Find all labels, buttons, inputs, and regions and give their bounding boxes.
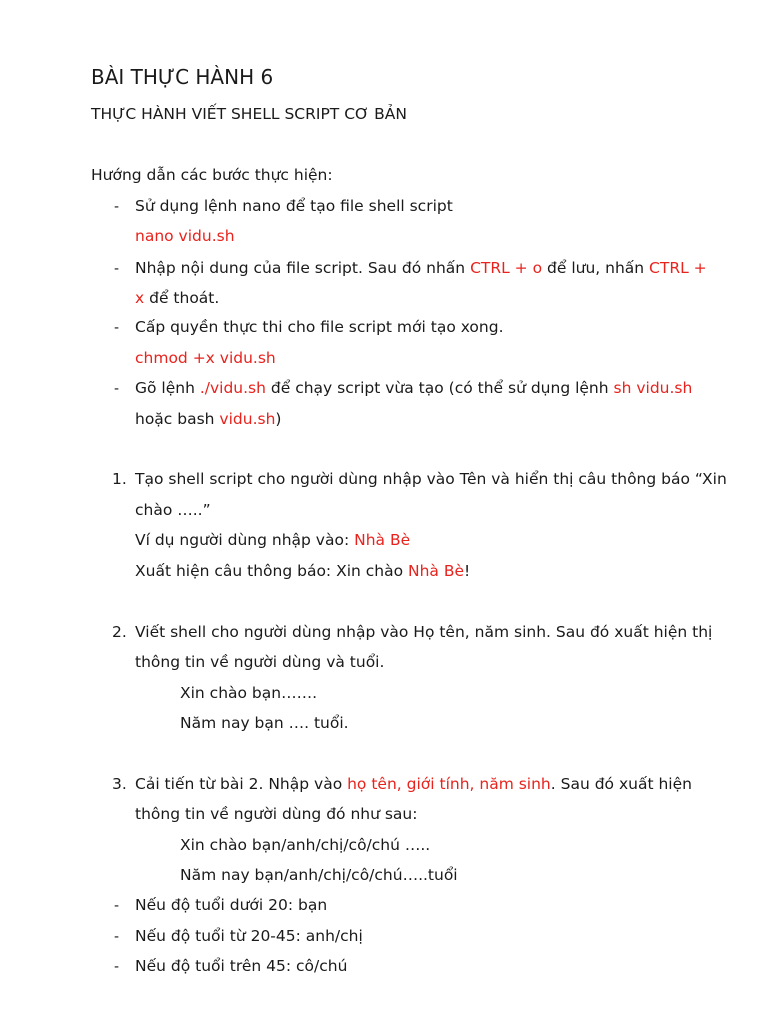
step4-cmd-bash: vidu.sh (219, 410, 276, 428)
exercise3-line2: thông tin về người dùng đó như sau: (135, 805, 418, 823)
exercise1-output (135, 561, 470, 581)
exercise2-line1: Viết shell cho người dùng nhập vào Họ tên, năm sinh. Sau đó xuất hiện thị (135, 623, 713, 641)
step4-text-c: để chạy script vừa tạo (có thể sử dụng lệnh (265, 379, 614, 397)
step2-text-a: Nhập nội dung của file script. Sau đó nhấn (135, 259, 471, 277)
bullet-dash: - (114, 261, 120, 277)
exercise1-output-end: ! (464, 562, 471, 580)
exercise3-output2: Năm nay bạn/anh/chị/cô/chú…..tuổi (180, 866, 458, 884)
step2-key-save: CTRL + o (470, 259, 543, 277)
exercise1-example (135, 530, 410, 550)
step4-line2 (135, 409, 281, 429)
step4-text-g: ) (275, 410, 282, 428)
exercise3-rule2: Nếu độ tuổi từ 20-45: anh/chị (135, 927, 363, 945)
step2-text-f: để thoát. (144, 289, 220, 307)
exercise1-number: 1. (112, 470, 127, 488)
bullet-dash: - (114, 898, 120, 914)
bullet-dash: - (114, 959, 120, 975)
page-subtitle: THỰC HÀNH VIẾT SHELL SCRIPT CƠ BẢN (91, 105, 407, 123)
exercise3-text-a: Cải tiến từ bài 2. Nhập vào (135, 775, 348, 793)
step2-text-c: để lưu, nhấn (542, 259, 650, 277)
step2-key-exit: CTRL + (649, 259, 707, 277)
step3-text: Cấp quyền thực thi cho file script mới tạo xong. (135, 318, 504, 336)
exercise1-line2: chào …..” (135, 501, 211, 519)
exercise3-output1: Xin chào bạn/anh/chị/cô/chú ….. (180, 836, 431, 854)
step2-line2 (135, 288, 219, 308)
exercise3-number: 3. (112, 775, 127, 793)
bullet-dash: - (114, 381, 120, 397)
step3-command: chmod +x vidu.sh (135, 349, 276, 367)
step4-cmd-sh: sh vidu.sh (613, 379, 693, 397)
step2-key-exit-x: x (135, 289, 145, 307)
step4-text-e: hoặc bash (135, 410, 220, 428)
step4-line1 (135, 378, 692, 398)
bullet-dash: - (114, 929, 120, 945)
exercise2-output2: Năm nay bạn …. tuổi. (180, 714, 349, 732)
exercise1-output-value: Nhà Bè (408, 562, 465, 580)
bullet-dash: - (114, 320, 120, 336)
step4-cmd-run: ./vidu.sh (199, 379, 266, 397)
exercise1-line1: Tạo shell script cho người dùng nhập vào Tên và hiển thị câu thông báo “Xin (135, 470, 727, 488)
exercise3-line1 (135, 774, 692, 794)
step4-text-a: Gõ lệnh (135, 379, 200, 397)
exercise2-output1: Xin chào bạn……. (180, 684, 318, 702)
exercise1-example-value: Nhà Bè (354, 531, 411, 549)
exercise2-line2: thông tin về người dùng và tuổi. (135, 653, 385, 671)
exercise1-output-label: Xuất hiện câu thông báo: Xin chào (135, 562, 409, 580)
step2-line1 (135, 258, 707, 278)
bullet-dash: - (114, 199, 120, 215)
exercise1-example-label: Ví dụ người dùng nhập vào: (135, 531, 355, 549)
exercise3-text-c: . Sau đó xuất hiện (550, 775, 692, 793)
guide-heading: Hướng dẫn các bước thực hiện: (91, 166, 333, 184)
step1-command: nano vidu.sh (135, 227, 235, 245)
step1-text: Sử dụng lệnh nano để tạo file shell script (135, 197, 453, 215)
exercise3-rule3: Nếu độ tuổi trên 45: cô/chú (135, 957, 348, 975)
exercise3-fields: họ tên, giới tính, năm sinh (347, 775, 551, 793)
exercise2-number: 2. (112, 623, 127, 641)
exercise3-rule1: Nếu độ tuổi dưới 20: bạn (135, 896, 328, 914)
page-title: BÀI THỰC HÀNH 6 (91, 65, 274, 89)
